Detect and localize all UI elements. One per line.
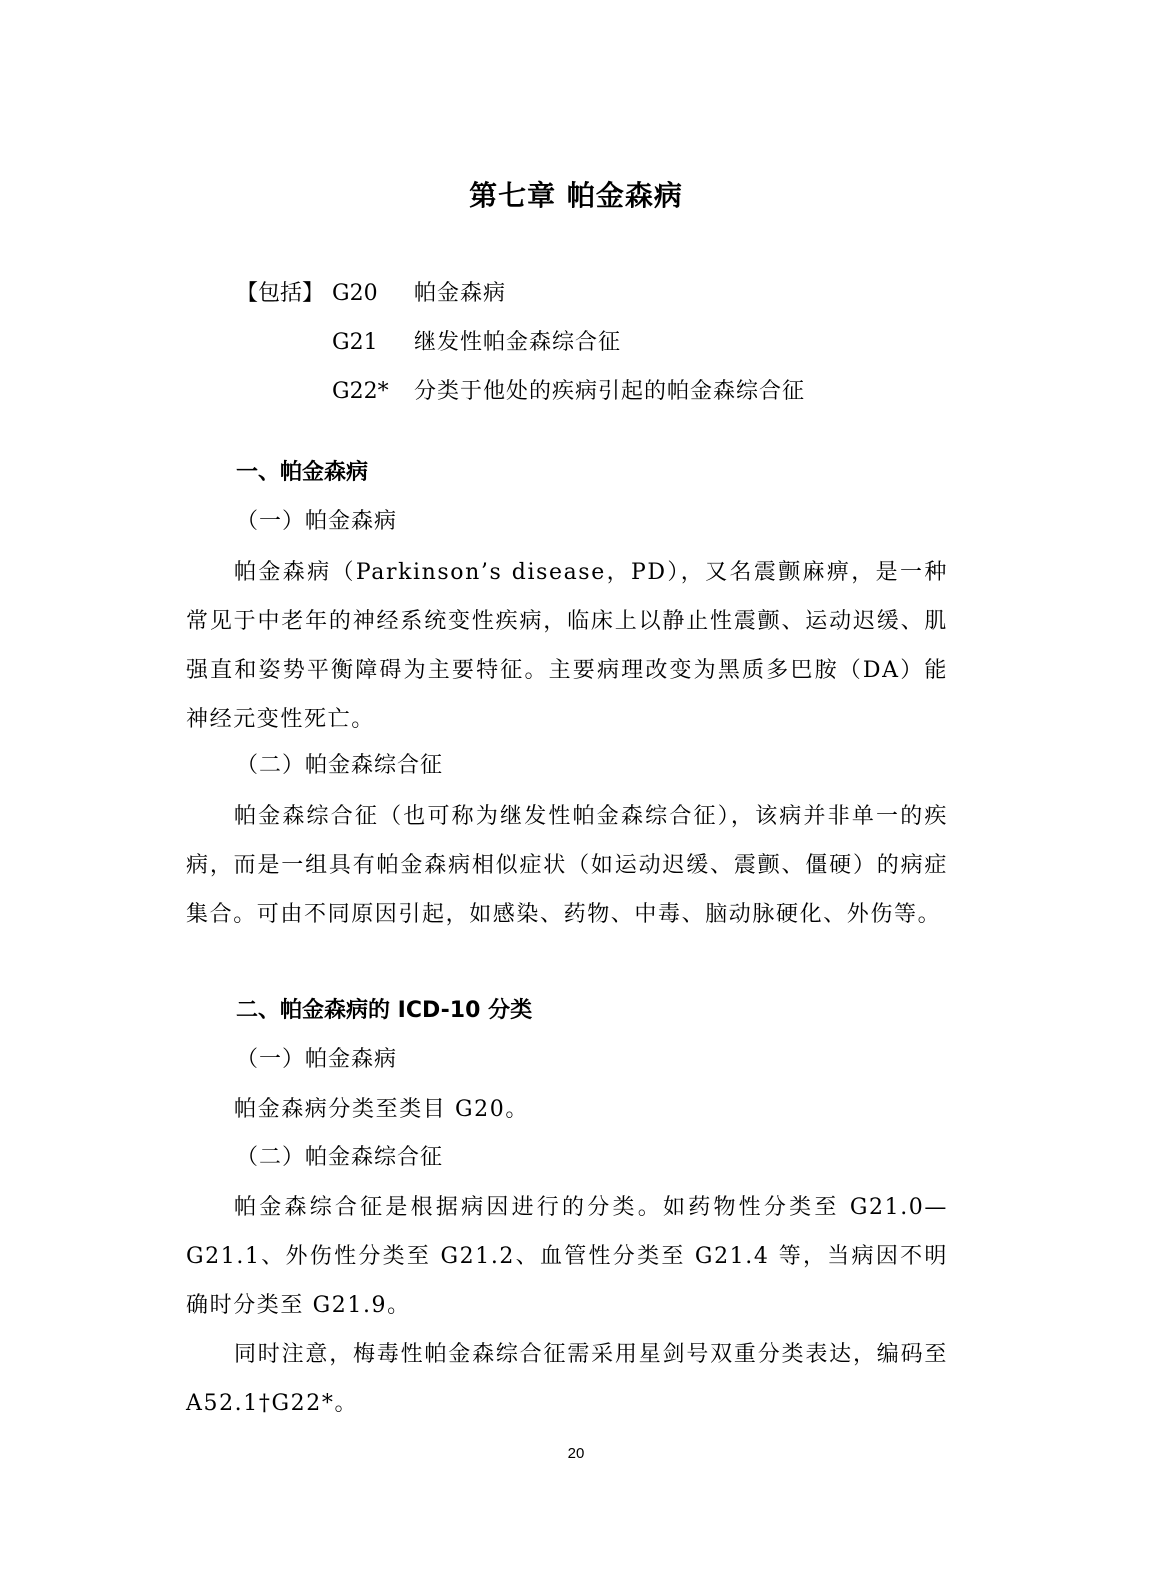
include-code: G22* xyxy=(332,379,389,404)
paragraph: 帕金森病分类至类目 G20。 xyxy=(234,1097,529,1122)
chapter-title: 第七章 帕金森病 xyxy=(469,179,683,212)
include-name: 分类于他处的疾病引起的帕金森综合征 xyxy=(414,379,806,404)
subsection-heading: （二）帕金森综合征 xyxy=(236,753,444,778)
paragraph: 同时注意，梅毒性帕金森综合征需采用星剑号双重分类表达，编码至 A52.1†G22*。 xyxy=(186,1342,948,1416)
include-name: 继发性帕金森综合征 xyxy=(414,330,622,355)
section-heading: 二、帕金森病的 ICD-10 分类 xyxy=(236,998,533,1023)
paragraph: 帕金森综合征（也可称为继发性帕金森综合征），该病并非单一的疾病，而是一组具有帕金森病相似症状（如运动迟缓、震颤、僵硬）的病症集合。可由不同原因引起，如感染、药物、中毒、脑动脉硬化、外伤等。 xyxy=(186,804,948,927)
page-number: 20 xyxy=(567,1445,585,1462)
include-code: G20 xyxy=(332,281,378,306)
subsection-heading: （一）帕金森病 xyxy=(236,509,398,534)
paragraph: 帕金森病（Parkinson’s disease，PD），又名震颤麻痹，是一种常见于中老年的神经系统变性疾病，临床上以静止性震颤、运动迟缓、肌强直和姿势平衡障碍为主要特征。主要病理改变为黑质多巴胺（DA）能神经元变性死亡。 xyxy=(186,560,948,732)
section-heading: 一、帕金森病 xyxy=(236,460,369,485)
includes-label: 【包括】 xyxy=(236,281,325,306)
include-name: 帕金森病 xyxy=(414,281,507,306)
paragraph: 帕金森综合征是根据病因进行的分类。如药物性分类至 G21.0—G21.1、外伤性分类至 G21.2、血管性分类至 G21.4 等，当病因不明确时分类至 G21.9。 xyxy=(186,1195,948,1318)
subsection-heading: （一）帕金森病 xyxy=(236,1047,398,1072)
subsection-heading: （二）帕金森综合征 xyxy=(236,1145,444,1170)
include-code: G21 xyxy=(332,330,378,355)
